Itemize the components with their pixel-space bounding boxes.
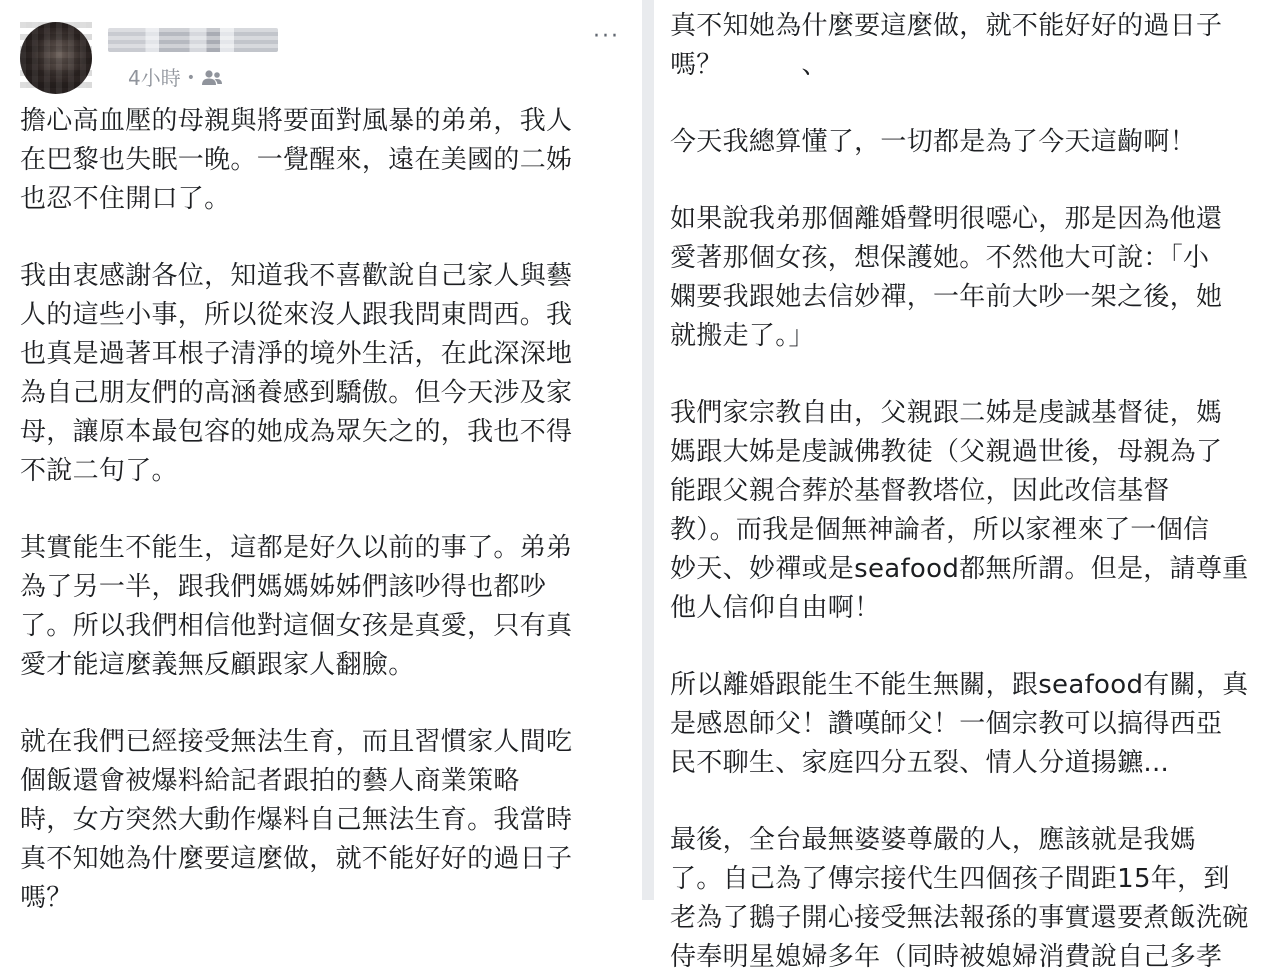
meta-separator: • (186, 70, 195, 86)
post-body-left (20, 102, 626, 918)
paragraph: 所以離婚跟能生不能生無關，跟seafood有關，真 是感恩師父！讚嘆師父！一個宗教可以搞得西亞 民不聊生、家庭四分五裂、情人分道揚鑣... (670, 670, 1249, 778)
post-header (20, 0, 626, 102)
friends-icon[interactable] (201, 69, 223, 87)
post-body-right (670, 0, 1266, 977)
avatar[interactable] (20, 22, 92, 94)
paragraph: 我們家宗教自由，父親跟二姊是虔誠基督徒，媽 媽跟大姊是虔誠佛教徒（父親過世後，母親為了 能跟父親合葬於基督教塔位，因此改信基督 教）。而我是個無神論者，所以家裡來了一個信 妙天、妙禪或是seafood都無所謂。但是，請尊重 他人信仰自由啊！ (670, 398, 1249, 623)
panel-divider (642, 0, 654, 900)
paragraph: 今天我總算懂了，一切都是為了今天這齣啊！ (670, 127, 1197, 157)
more-options-icon[interactable]: ··· (593, 24, 620, 49)
post-screenshot-left (0, 0, 642, 913)
paragraph: 就在我們已經接受無法生育，而且習慣家人間吃 個飯還會被爆料給記者跟拍的藝人商業策略 時，女方突然大動作爆料自己無法生育。我當時 真不知她為什麼要這麼做，就不能好好的過日子 嗎？ (20, 727, 573, 913)
post-meta (128, 65, 223, 91)
paragraph: 如果說我弟那個離婚聲明很噁心，那是因為他還 愛著那個女孩，想保護她。不然他大可說：「小 嫻要我跟她去信妙禪，一年前大吵一架之後，她 就搬走了。」 (670, 204, 1223, 351)
paragraph: 擔心高血壓的母親與將要面對風暴的弟弟，我人 在巴黎也失眠一晚。一覺醒來，遠在美國的二姊 也忍不住開口了。 (20, 106, 573, 214)
paragraph: 最後，全台最無婆婆尊嚴的人，應該就是我媽 了。自己為了傳宗接代生四個孩子間距15年，到 老為了鵝子開心接受無法報孫的事實還要煮飯洗碗 侍奉明星媳婦多年（同時被媳婦消費說自己多孝 (670, 825, 1249, 972)
paragraph: 其實能生不能生，這都是好久以前的事了。弟弟 為了另一半，跟我們媽媽姊姊們該吵得也都吵 了。所以我們相信他對這個女孩是真愛，只有真 愛才能這麼義無反顧跟家人翻臉。 (20, 533, 573, 680)
timestamp[interactable]: 4小時 (128, 66, 181, 90)
author-name-blurred[interactable] (108, 28, 278, 52)
paragraph: 真不知她為什麼要這麼做，就不能好好的過日子 嗎？ 、 (670, 11, 1223, 80)
post-screenshot-right (654, 0, 1280, 972)
paragraph: 我由衷感謝各位，知道我不喜歡說自己家人與藝 人的這些小事，所以從來沒人跟我問東問西。我 也真是過著耳根子清淨的境外生活，在此深深地 為自己朋友們的高涵養感到驕傲。但今天涉及家 母，讓原本最包容的她成為眾矢之的，我也不得 不說二句了。 (20, 261, 573, 486)
